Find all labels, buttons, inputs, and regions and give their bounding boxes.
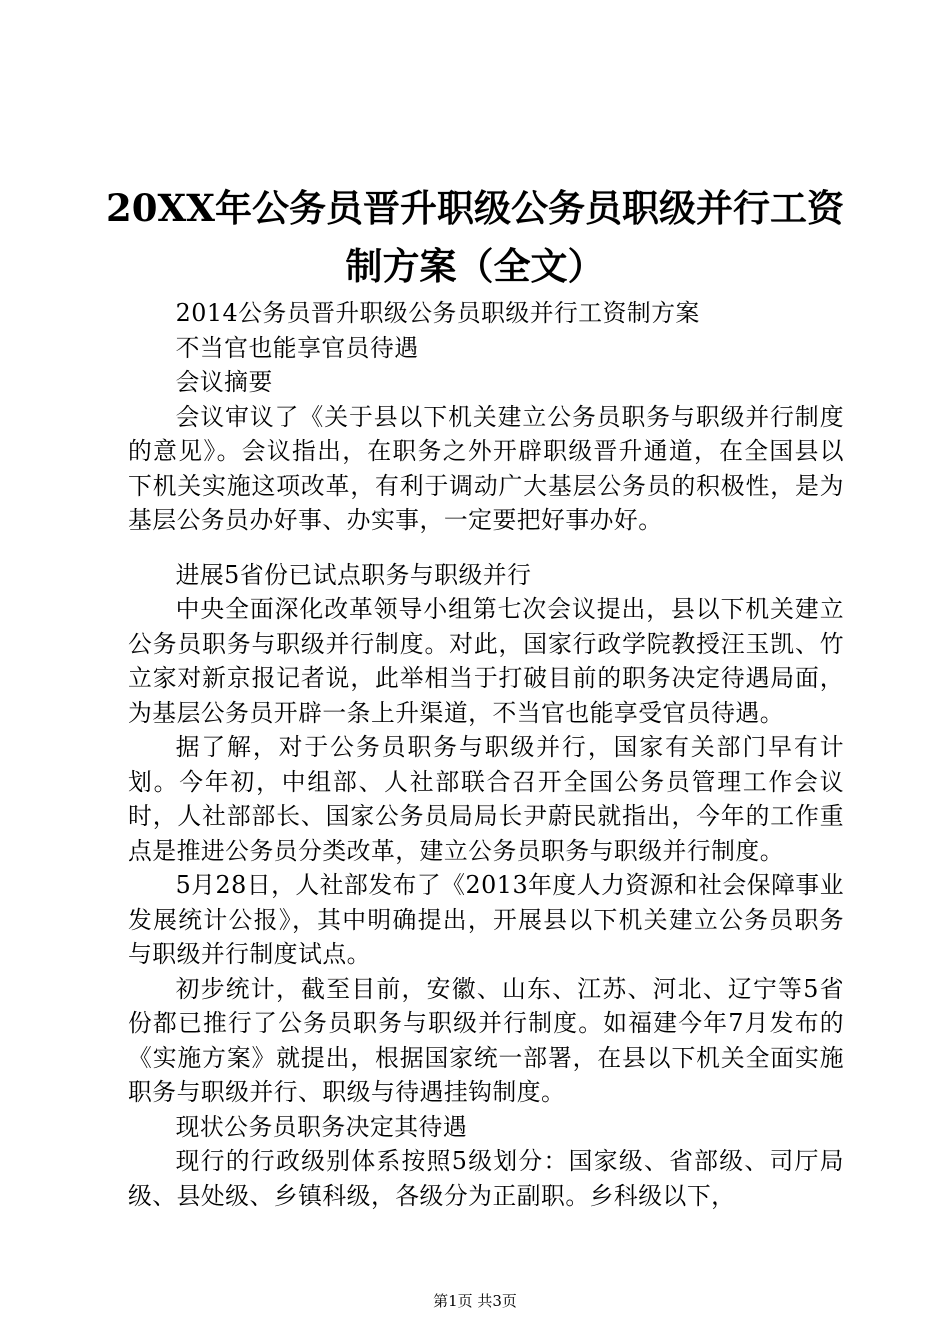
body-paragraph: 据了解，对于公务员职务与职级并行，国家有关部门早有计划。今年初，中组部、人社部联合召开全国公务员管理工作会议时，人社部部长、国家公务员局局长尹蔚民就指出，今年的工作重点是推进公务员分类改革，建立公务员职务与职级并行制度。 [128,733,844,865]
body-paragraph: 5月28日，人社部发布了《2013年度人力资源和社会保障事业发展统计公报》，其中明确提出，开展县以下机关建立公务员职务与职级并行制度试点。 [128,871,844,968]
body-paragraph: 初步统计，截至目前，安徽、山东、江苏、河北、辽宁等5省份都已推行了公务员职务与职级并行制度。如福建今年7月发布的《实施方案》就提出，根据国家统一部署，在县以下机关全面实施职务与职级并行、职级与待遇挂钩制度。 [128,974,844,1106]
body-paragraph: 会议审议了《关于县以下机关建立公务员职务与职级并行制度的意见》。会议指出，在职务之外开辟职级晋升通道，在全国县以下机关实施这项改革，有利于调动广大基层公务员的积极性，是为基层公务员办好事、办实事，一定要把好事办好。 [128,402,844,534]
document-title-line-2: 制方案（全文） [345,244,605,288]
section-heading: 进展5省份已试点职务与职级并行 [175,560,532,589]
body-paragraph: 现行的行政级别体系按照5级划分：国家级、省部级、司厅局级、县处级、乡镇科级，各级分为正副职。乡科级以下， [128,1147,844,1210]
document-body [128,296,844,1213]
body-paragraph: 中央全面深化改革领导小组第七次会议提出，县以下机关建立公务员职务与职级并行制度。对此，国家行政学院教授汪玉凯、竹立家对新京报记者说，此举相当于打破目前的职务决定待遇局面，为基层公务员开辟一条上升渠道，不当官也能享受官员待遇。 [128,595,844,727]
section-heading: 现状公务员职务决定其待遇 [175,1112,468,1141]
subtitle-paragraph: 2014公务员晋升职级公务员职级并行工资制方案 [175,299,700,327]
document-title-line-1: 20XX年公务员晋升职级公务员职级并行工资 [106,186,844,230]
subtitle-paragraph: 不当官也能享官员待遇 [175,333,419,362]
section-heading: 会议摘要 [175,368,273,396]
page-number-footer: 第1页 共3页 [433,1292,517,1310]
